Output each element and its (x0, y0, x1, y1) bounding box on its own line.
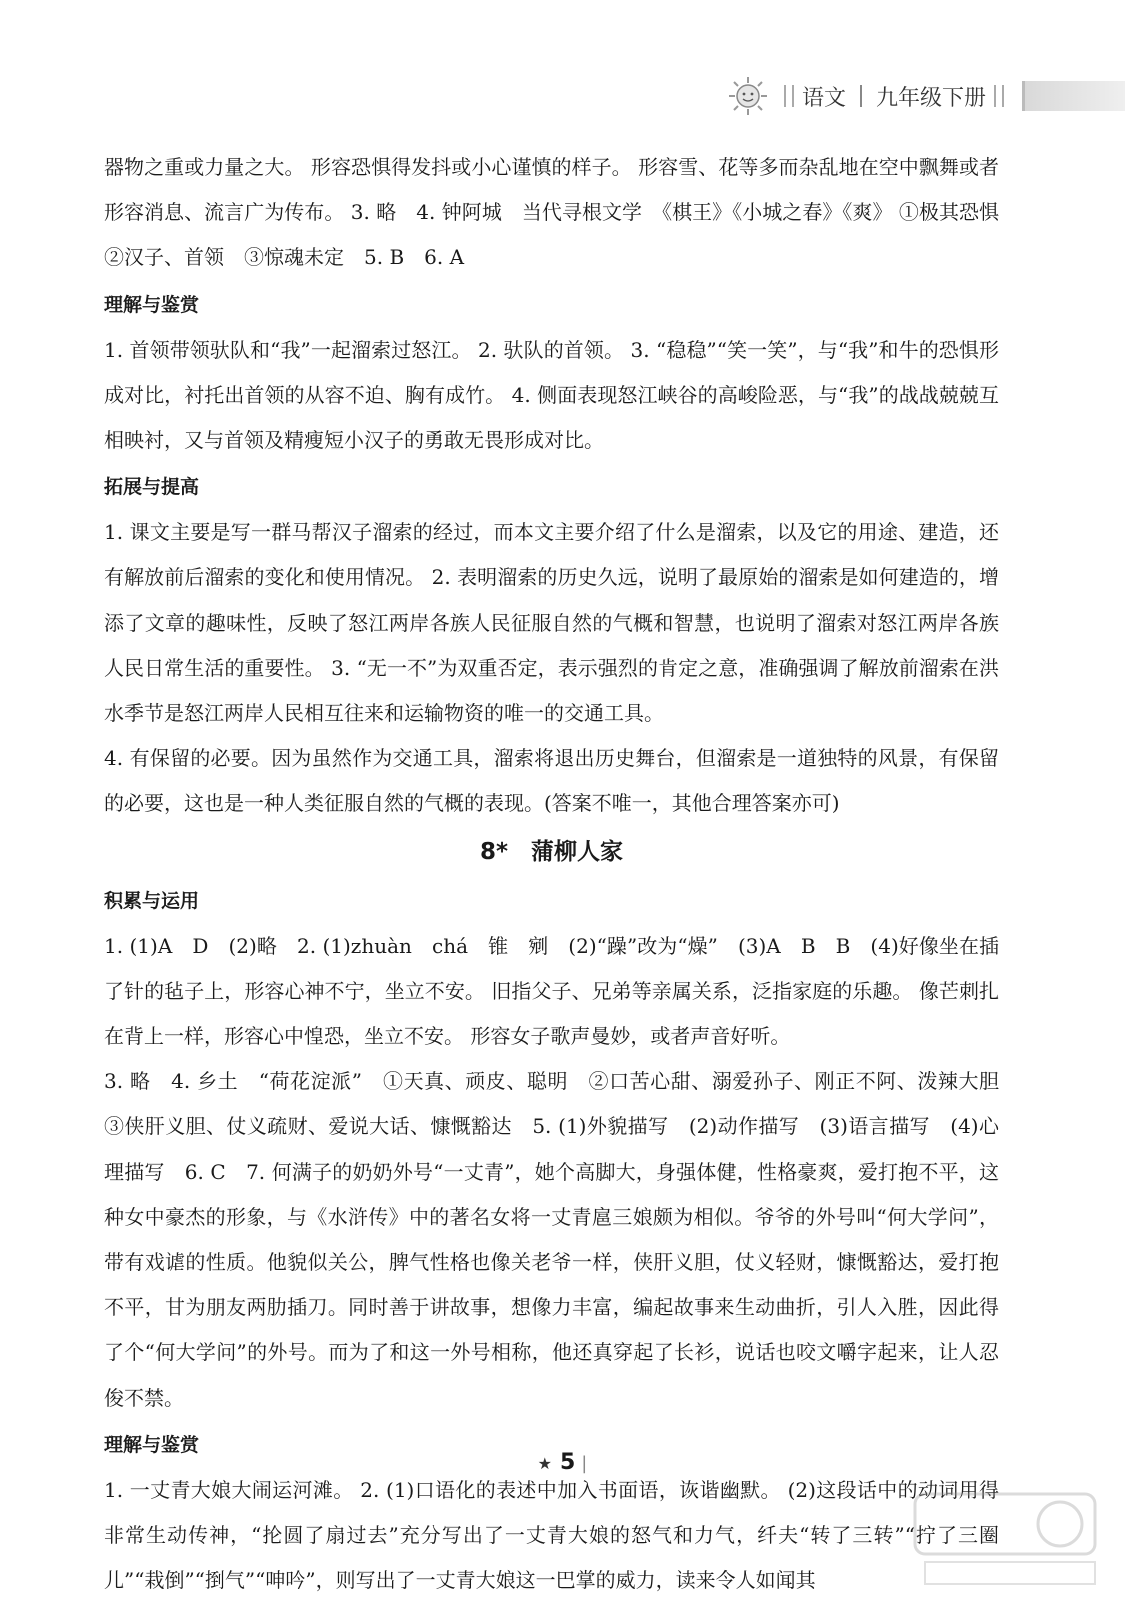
watermark-logo-icon (905, 1484, 1105, 1594)
answer-paragraph: 1. 首领带领驮队和“我”一起溜索过怒江。 2. 驮队的首领。 3. “稳稳”“笑一笑”，与“我”和牛的恐惧形成对比，衬托出首领的从容不迫、胸有成竹。 4. 侧面表现怒江峡谷的高峻险恶，与“我”的战战兢兢互相映衬，又与首领及精瘦短小汉子的勇敢无畏形成对比。 (104, 337, 999, 453)
answer-content (104, 145, 1019, 1603)
section-heading: 理解与鉴赏 (104, 1433, 200, 1456)
running-header (728, 70, 1125, 122)
lesson-title: 8* 蒲柳人家 (479, 838, 624, 865)
answer-paragraph: 1. 课文主要是写一群马帮汉子溜索的经过，而本文主要介绍了什么是溜索，以及它的用途、建造，还有解放前后溜索的变化和使用情况。 2. 表明溜索的历史久远，说明了最原始的溜索是如何建造的，增添了文章的趣味性，反映了怒江两岸各族人民征服自然的气概和智慧，也说明了溜索对怒江两岸各族人民日常生活的重要性。 3. “无一不”为双重否定，表示强烈的肯定之意，准确强调了解放前溜索在洪水季节是怒江两岸人民相互往来和运输物资的唯一的交通工具。 (104, 520, 999, 726)
header-divider (994, 85, 1004, 107)
section-heading: 拓展与提高 (104, 476, 200, 499)
answer-paragraph: 器物之重或力量之大。 形容恐惧得发抖或小心谨慎的样子。 形容雪、花等多而杂乱地在空中飘舞或者形容消息、流言广为传布。 3. 略 4. 钟阿城 当代寻根文学 《棋王》《小城之春》《爽》 ①极其恐惧 ②汉子、首领 ③惊魂未定 5. B 6. A (104, 155, 1019, 270)
answer-paragraph: 1. 一丈青大娘大闹运河滩。 2. (1)口语化的表述中加入书面语，诙谐幽默。 (2)这段话中的动词用得非常生动传神，“抡圆了扇过去”充分写出了一丈青大娘的怒气和力气，纤夫“转了三转”“拧了三圈儿”“栽倒”“捯气”“呻吟”，则写出了一丈青大娘这一巴掌的威力，读来令人如闻其 (104, 1477, 999, 1593)
header-separator (860, 85, 862, 107)
header-grade: 九年级下册 (875, 85, 986, 111)
section-heading: 积累与运用 (104, 889, 200, 912)
header-tab-strip (1022, 81, 1125, 111)
star-icon: ★ (537, 1454, 552, 1473)
answer-paragraph: 3. 略 4. 乡土 “荷花淀派” ①天真、顽皮、聪明 ②口苦心甜、溺爱孙子、刚正不阿、泼辣大胆 ③侠肝义胆、仗义疏财、爱说大话、慷慨豁达 5. (1)外貌描写 (2)动作描写 (3)语言描写 (4)心理描写 6. C 7. 何满子的奶奶外号“一丈青”，她个高脚大，身强体健，性格豪爽，爱打抱不平，这种女中豪杰的形象，与《水浒传》中的著名女将一丈青扈三娘颇为相似。爷爷的外号叫“何大学问”，带有戏谑的性质。他貌似关公，脾气性格也像关老爷一样，侠肝义胆，仗义轻财，慷慨豁达，爱打抱不平，甘为朋友两肋插刀。同时善于讲故事，想像力丰富，编起故事来生动曲折，引人入胜，因此得了个“何大学问”的外号。而为了和这一外号相称，他还真穿起了长衫，说话也咬文嚼字起来，让人忍俊不禁。 (104, 1069, 1019, 1410)
answer-paragraph: 1. (1)A D (2)略 2. (1)zhuàn chá 锥 剜 (2)“躁”改为“燥” (3)A B B (4)好像坐在插了针的毡子上，形容心神不宁，坐立不安。 旧指父子、兄弟等亲属关系，泛指家庭的乐趣。 像芒刺扎在背上一样，形容心中惶恐，坐立不安。 形容女子歌声曼妙，或者声音好听。 (104, 933, 999, 1049)
page-number: 5 (559, 1450, 576, 1475)
header-subject: 语文 (801, 85, 846, 111)
page-footer (0, 1450, 1125, 1475)
sun-mascot-icon (728, 76, 768, 116)
footer-tick: | (581, 1453, 588, 1474)
section-heading: 理解与鉴赏 (104, 293, 200, 316)
header-divider (784, 85, 794, 107)
answer-paragraph: 4. 有保留的必要。因为虽然作为交通工具，溜索将退出历史舞台，但溜索是一道独特的风景，有保留的必要，这也是一种人类征服自然的气概的表现。(答案不唯一，其他合理答案亦可) (104, 746, 999, 816)
